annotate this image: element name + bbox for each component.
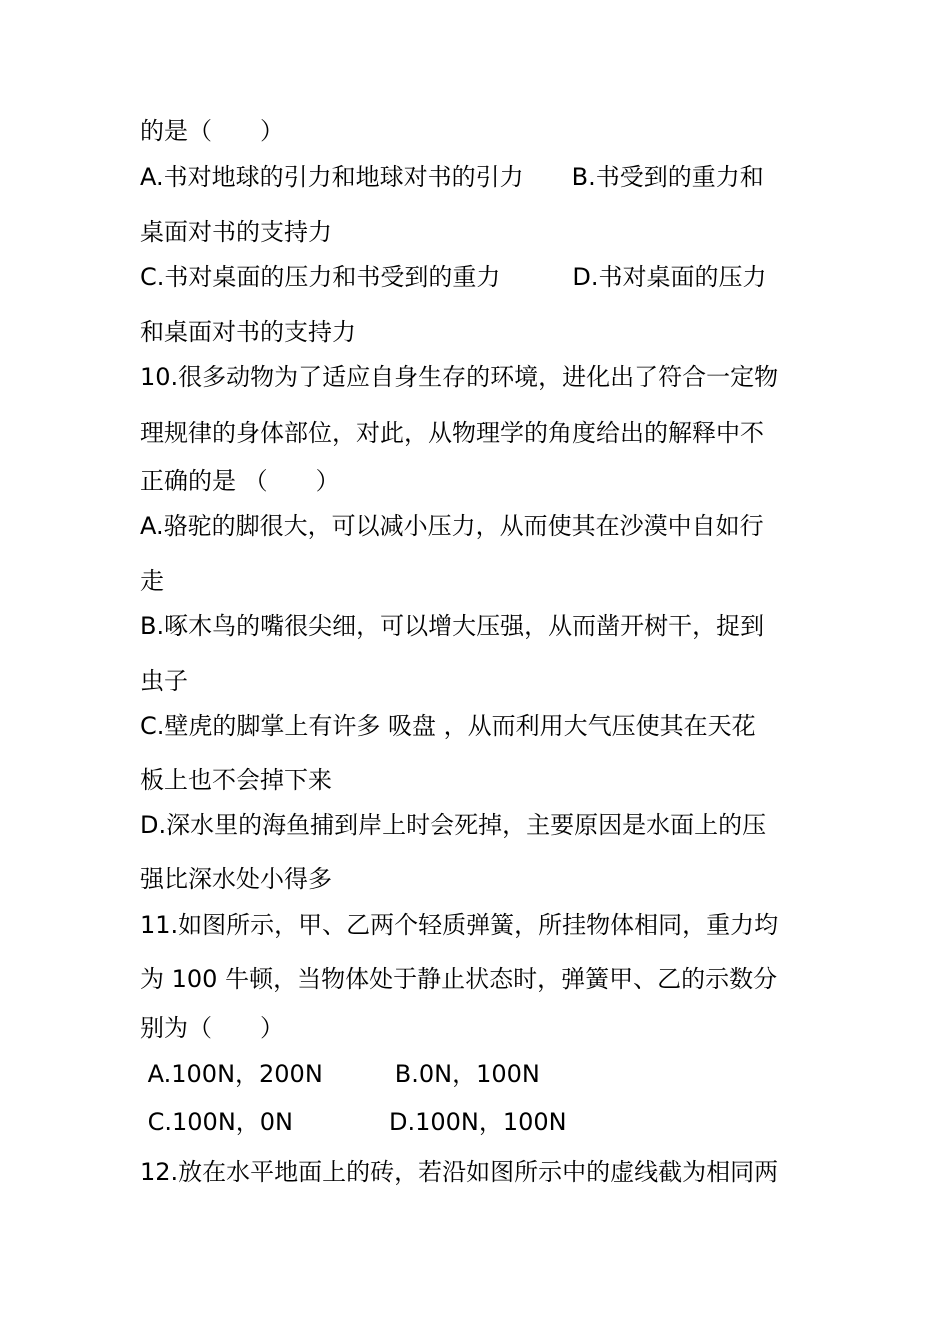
q10-option-a: A.骆驼的脚很大，可以减小压力，从而使其在沙漠中自如行 [140,512,764,540]
q10-option-c: C.壁虎的脚掌上有许多 吸盘 ，从而利用大气压使其在天花 [140,712,756,740]
q10-stem-line-2: 理规律的身体部位，对此，从物理学的角度给出的解释中不 [140,419,764,447]
q10-option-c-cont: 板上也不会掉下来 [140,766,332,794]
q9-option-a-b: A.书对地球的引力和地球对书的引力 B.书受到的重力和 [140,163,764,191]
q10-option-d-cont: 强比深水处小得多 [140,865,332,893]
q12-stem-line-1: 12.放在水平地面上的砖，若沿如图所示中的虚线截为相同两 [140,1158,779,1186]
q9-option-b-cont: 桌面对书的支持力 [140,218,332,246]
q10-option-a-cont: 走 [140,567,164,595]
q10-stem-line-1: 10.很多动物为了适应自身生存的环境，进化出了符合一定物 [140,363,779,391]
q10-option-d: D.深水里的海鱼捕到岸上时会死掉，主要原因是水面上的压 [140,811,767,839]
q9-option-d-cont: 和桌面对书的支持力 [140,318,356,346]
q11-options-a-b: A.100N，200N B.0N，100N [140,1060,540,1088]
q11-options-c-d: C.100N，0N D.100N，100N [140,1108,567,1136]
q10-option-b-cont: 虫子 [140,667,188,695]
q11-stem-line-3: 别为（ ） [140,1014,284,1042]
q10-option-b: B.啄木鸟的嘴很尖细，可以增大压强，从而凿开树干，捉到 [140,612,765,640]
q9-option-c-d: C.书对桌面的压力和书受到的重力 D.书对桌面的压力 [140,263,767,291]
q11-stem-line-1: 11.如图所示，甲、乙两个轻质弹簧，所挂物体相同，重力均 [140,911,779,939]
q9-stem-end: 的是（ ） [140,117,284,145]
q11-stem-line-2: 为 100 牛顿，当物体处于静止状态时，弹簧甲、乙的示数分 [140,965,778,993]
q10-stem-line-3: 正确的是 （ ） [140,467,340,495]
